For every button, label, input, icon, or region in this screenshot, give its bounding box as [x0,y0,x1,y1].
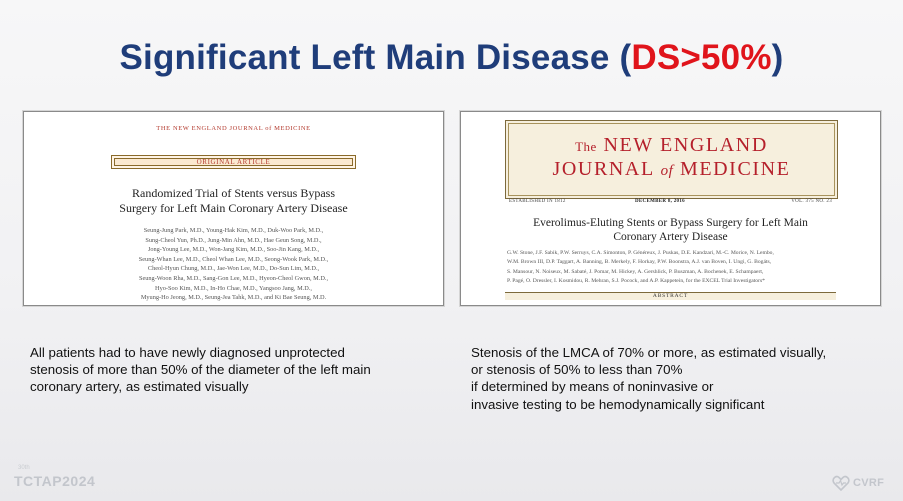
right-criteria-line: Stenosis of the LMCA of 70% or more, as estimated visually, [471,345,827,360]
right-article-title [461,216,880,244]
cvrf-text: CVRF [853,477,885,489]
left-title-line: Randomized Trial of Stents versus Bypass [132,186,335,200]
right-criteria-line: invasive testing to be hemodynamically significant [471,396,765,412]
nejm-title-line2 [509,158,834,182]
issue-date: DECEMBER 8, 2016 [635,199,685,204]
left-article-title [24,186,443,216]
nejm-of: of [660,163,674,179]
slide-title [0,38,903,78]
left-author-line: Cheol-Hyun Chung, M.D., Jae-Won Lee, M.D., Do-Sun Lim, M.D., [147,265,320,273]
right-title-line: Coronary Artery Disease [613,231,728,243]
abstract-header: ABSTRACT [505,292,836,300]
right-title-line: Everolimus-Eluting Stents or Bypass Surgery for Left Main [533,217,808,229]
left-author-line: Myung-Ho Jeong, M.D., Seung-Jea Tahk, M.D., and Ki Bae Seung, M.D. [140,294,327,302]
nejm-journal: JOURNAL [552,158,655,180]
nejm-the: The [575,139,597,154]
right-criteria-line: or stenosis of 50% to less than 70% [471,362,683,378]
left-author-line: Seung-Woon Rha, M.D., Sang-Gon Lee, M.D., Hyeon-Cheol Gwon, M.D., [138,274,329,282]
volume-number: VOL. 375 NO. 23 [791,199,832,204]
left-author-line: Seung-Jung Park, M.D., Young-Hak Kim, M.D., Duk-Woo Park, M.D., [143,227,324,234]
left-article-card [23,111,444,306]
slide-title-main: Significant Left Main Disease ( [119,38,632,77]
established-text: ESTABLISHED IN 1812 [509,199,566,204]
slide-title-highlight: DS>50% [631,38,772,77]
tctap-logo [14,465,96,489]
left-author-line: Sung-Cheol Yun, Ph.D., Jung-Min Ahn, M.D., Hae Geun Song, M.D., [145,236,322,244]
right-author-line: P. Pagé, O. Dressler, I. Kosmidou, R. Mehran, S.J. Pocock, and A.P. Kappetein, for the EXCEL Trial Investigators* [507,277,765,284]
left-author-line: Hyo-Soo Kim, M.D., In-Ho Chae, M.D., Yangsoo Jang, M.D., [155,284,312,292]
left-criteria-text [30,344,450,396]
left-author-line: Jong-Young Lee, M.D., Won-Jang Kim, M.D., Soo-Jin Kang, M.D., [147,246,320,254]
left-criteria-line: coronary artery, as estimated visually [30,379,249,395]
nejm-medicine: MEDICINE [679,158,791,180]
right-author-line: G.W. Stone, J.F. Sabik, P.W. Serruys, C.A. Simonton, P. Généreux, J. Puskas, D.E. Kandzari, M.-C. Morice, N. Lembo, [507,250,774,256]
nejm-title-line1 [509,134,834,158]
right-article-card [460,111,881,306]
right-author-line: S. Mansour, N. Noiseux, M. Sabaté, J. Pomar, M. Hickey, A. Gershlick, P. Buszman, A. Bochenek, E. Schampaert, [507,268,764,275]
nejm-masthead [505,120,838,199]
right-article-authors [507,249,834,286]
slide-title-end: ) [771,38,784,77]
left-criteria-line: stenosis of more than 50% of the diameter of the left main [30,362,371,378]
cvrf-logo [832,474,884,492]
left-section-box [111,155,356,169]
nejm-new-england: NEW ENGLAND [603,134,768,156]
tctap-logo-text: TCTAP2024 [14,473,96,489]
left-criteria-line: All patients had to have newly diagnosed unprotected [30,345,345,360]
cvrf-heart-icon [832,475,850,491]
left-section-label: ORIGINAL ARTICLE [114,158,353,166]
left-journal-name: THE NEW ENGLAND JOURNAL of MEDICINE [156,125,311,132]
left-article-authors [24,226,443,303]
right-author-line: W.M. Brown III, D.P. Taggart, A. Banning, B. Merkely, F. Horkay, P.W. Boonstra, A.J. van Boven, I. Ungi, G. Bogáts, [507,259,772,266]
right-criteria-text [471,344,891,413]
tctap-logo-prefix: 30th [18,465,30,471]
right-criteria-line: if determined by means of noninvasive or [471,379,714,395]
left-title-line: Surgery for Left Main Coronary Artery Disease [119,201,348,215]
left-author-line: Seung-Whan Lee, M.D., Cheol Whan Lee, M.D., Seong-Wook Park, M.D., [138,255,329,263]
